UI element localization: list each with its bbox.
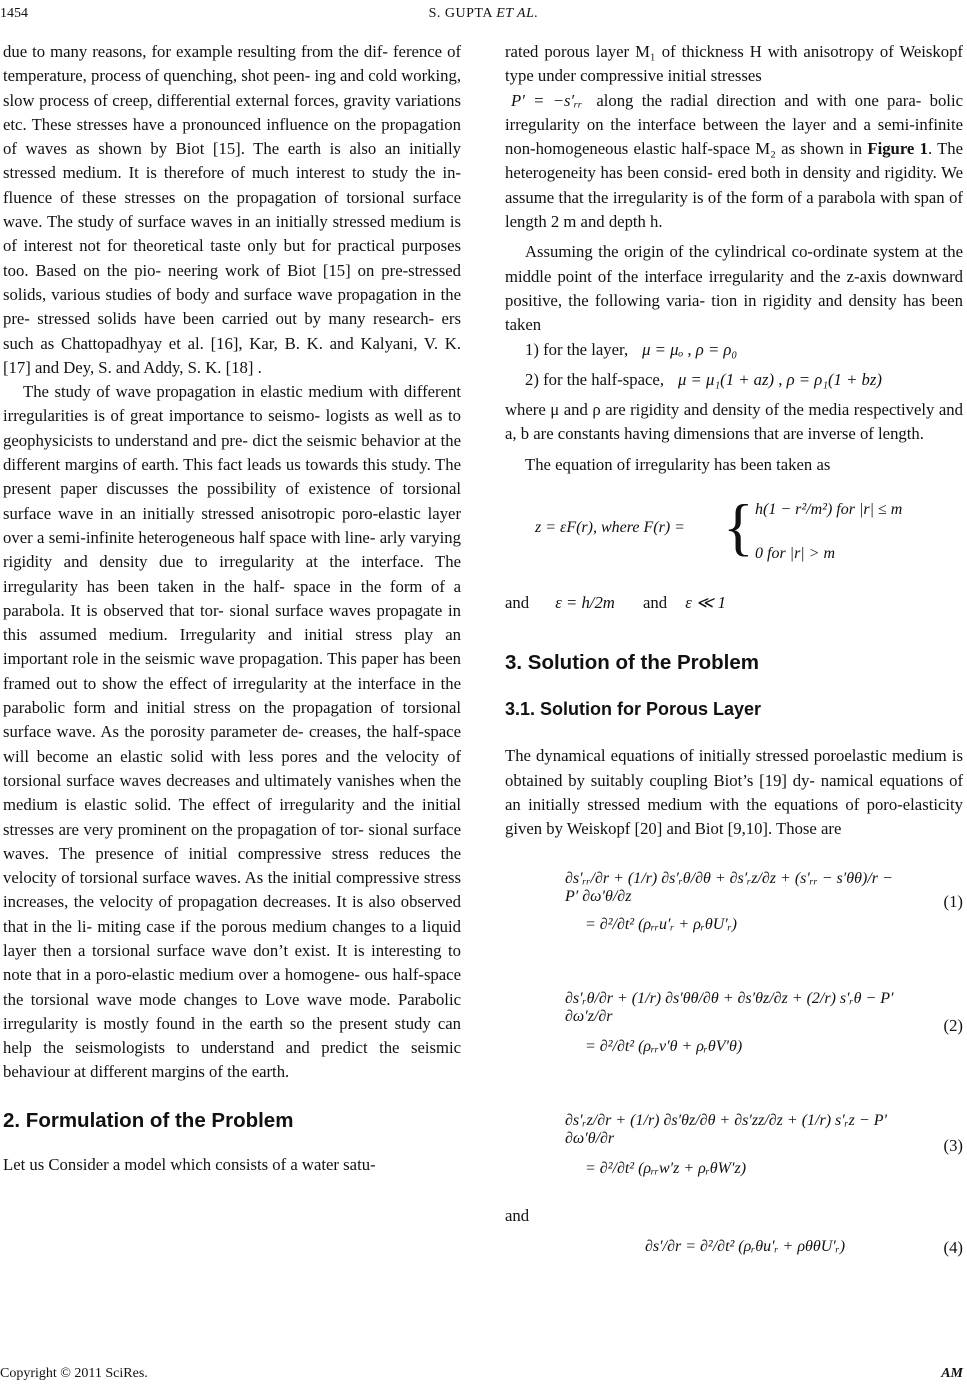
- subsection-heading-porous-layer: 3.1. Solution for Porous Layer: [505, 699, 762, 720]
- equation-1-number: (1): [943, 891, 963, 911]
- equation-2-number: (2): [943, 1015, 963, 1035]
- paragraph-stress-intro: due to many reasons, for example resulting from the dif- ference of temperature, process of quenching, shot peen- ing and cold working, slow process of creep, differential external forces, gravity variations etc. These stresses have a pronounced influence on the propagation of waves as shown by Biot [15]. The earth is also an initially stressed medium. It is therefore of much interest to study the in- fluence of these stresses on the propagation of torsional surface wave. The study of surface waves in an initially stressed medium is of interest not for theoretical taste only but for practical purposes too. Based on the pio- neering work of Biot [15] on pre-stressed solids, various studies of body and surface wave propagation in the pre- stressed solids have been carried out by many research- ers such as Chattopadhyay et al. [16], Kar, B. K. and Kalyani, V. K. [17] and Dey, S. and Addy, S. K. [18] .: [3, 42, 461, 377]
- equation-1: [505, 852, 963, 954]
- equation-epsilon: ε = h/2m: [555, 593, 615, 613]
- equation-4-number: (4): [943, 1237, 963, 1257]
- equation-1-lhs: ∂s′ᵣᵣ/∂r + (1/r) ∂s′ᵣθ/∂θ + ∂s′ᵣz/∂z + (s′ᵣᵣ − s′θθ)/r − P′ ∂ω′θ/∂z: [565, 869, 893, 905]
- journal-abbreviation: AM: [941, 1366, 963, 1381]
- page-header: [0, 6, 967, 28]
- equation-4-body: ∂s′/∂r = ∂²/∂t² (ρᵣθu′ᵣ + ρθθU′ᵣ): [645, 1237, 846, 1255]
- irregularity-case-outside: 0 for |r| > m: [755, 545, 836, 563]
- equation-irregularity: [505, 483, 963, 579]
- equation-1-rhs: = ∂²/∂t² (ρᵣᵣu′ᵣ + ρᵣθU′ᵣ): [585, 915, 738, 933]
- paragraph-model-start: Let us Consider a model which consists of a water satu-: [3, 1154, 376, 1174]
- paragraph-where: where μ and ρ are rigidity and density of the media respectively and a, b are constants having dimensions that are inverse of length.: [505, 400, 963, 444]
- equation-2-rhs: = ∂²/∂t² (ρᵣᵣv′θ + ρᵣθV′θ): [585, 1037, 743, 1055]
- list-item-half-space: 2) for the half-space, μ = μ₁(1 + az) , ρ = ρ₁(1 + bz): [505, 368, 963, 392]
- equation-3: [505, 1094, 963, 1198]
- equation-4: [505, 1230, 963, 1270]
- and-connector: and: [505, 1205, 530, 1225]
- equation-2-lhs: ∂s′ᵣθ/∂r + (1/r) ∂s′θθ/∂θ + ∂s′θz/∂z + (2/r) s′ᵣθ − P′ ∂ω′z/∂r: [565, 989, 894, 1025]
- equation-3-rhs: = ∂²/∂t² (ρᵣᵣw′z + ρᵣθW′z): [585, 1159, 747, 1177]
- section-heading-formulation: 2. Formulation of the Problem: [3, 1108, 294, 1132]
- paragraph-origin-assumption: Assuming the origin of the cylindrical co-ordinate system at the middle point of the interface irregularity and the z-axis downward positive, the following varia- tion in rigidity and density has been taken: [505, 242, 963, 335]
- figure-reference: Figure 1: [867, 139, 928, 159]
- paragraph-irregularity-intro: The equation of irregularity has been taken as: [525, 454, 831, 474]
- running-title: S. GUPTA ET AL.: [428, 6, 539, 21]
- equation-3-number: (3): [943, 1135, 963, 1155]
- paragraph-model-continued: rated porous layer M₁ of thickness H with anisotropy of Weiskopf type under compressive initial stresses P′ = −s′ᵣᵣ along the radial direction and with one para- bolic irregularity on the interface between the layer and a semi-infinite non-homogeneous elastic half-space M₂ as shown in Figure 1. The heterogeneity has been consid- ered both in density and rigidity. We assume that the irregularity is of the form of a parabola with span of length 2 m and depth h.: [505, 42, 964, 232]
- right-column: [505, 40, 963, 1270]
- equation-3-lhs: ∂s′ᵣz/∂r + (1/r) ∂s′θz/∂θ + ∂s′zz/∂z + (1/r) s′ᵣz − P′ ∂ω′θ/∂r: [565, 1111, 887, 1147]
- copyright-notice: Copyright © 2011 SciRes.: [0, 1366, 148, 1381]
- list-item-layer: 1) for the layer, μ = μₒ , ρ = ρ₀: [505, 338, 963, 362]
- equation-layer-properties: μ = μₒ , ρ = ρ₀: [642, 339, 738, 359]
- running-title-suffix: ET AL.: [496, 6, 539, 21]
- equation-2: [505, 972, 963, 1080]
- brace-icon: {: [723, 491, 754, 563]
- irregularity-lhs: z = εF(r), where F(r) =: [535, 519, 685, 537]
- left-column: [3, 40, 461, 1177]
- equation-epsilon-small: ε ≪ 1: [685, 593, 727, 613]
- paragraph-wave-study: The study of wave propagation in elastic medium with different irregularities is of great importance to seismo- logists as well as to geophysicists to understand and pre- dict the seismic behavior at the different margins of earth. This fact leads us towards this study. The present paper discusses the possibility of existence of torsional surface wave in an initially stressed anisotropic poro-elastic layer over a semi-infinite heterogeneous half space with line- arly varying rigidity and density due to irregularity at the interface. The irregularity has been taken in the half- space in the form of a parabola. It is observed that tor- sional surface waves propagate in this assumed medium. Irregularity and initial stress play an important role in the seismic wave propagation. This paper has been framed out to show the effect of irregularity at the interface in the parabolic form and initial stress on the propagation of torsional surface wave. As the porosity parameter de- creases, the half-space will become an elastic solid with less pores and the velocity of torsional surface waves decreases and ultimately vanishes when the medium is elastic solid. The effect of irregularity and the initial stresses are very prominent on the propagation of tor- sional surface waves. The presence of initial compressive stress reduces the velocity of torsional surface waves. As the initial compressive stress increases, the velocity of propagation decreases. It is also observed that in the li- miting case if the porous medium changes to a liquid layer then a torsional surface wave don’t exist. It is interesting to note that in a poro-elastic medium over a homogene- ous half-space the torsional wave mode changes to Love wave mode. Parabolic irregularity is mostly found in the earth so the present study can help the seismologists to understand and predict the seismic behaviour at different margins of the earth.: [3, 382, 461, 1082]
- epsilon-definition: and ε = h/2m and ε ≪ 1: [505, 591, 963, 615]
- equation-half-space-properties: μ = μ₁(1 + az) , ρ = ρ₁(1 + bz): [678, 369, 882, 389]
- section-heading-solution: 3. Solution of the Problem: [505, 651, 759, 675]
- inline-equation-initial-stress: P′ = −s′ᵣᵣ: [511, 90, 583, 110]
- page-number: 1454: [0, 6, 28, 21]
- paragraph-dynamical-equations: The dynamical equations of initially stressed poroelastic medium is obtained by suitably coupling Biot’s [19] dy- namical equations of an initially stressed medium with the equations of poro-elasticity given by Weiskopf [20] and Biot [9,10]. Those are: [505, 746, 963, 839]
- irregularity-case-inside: h(1 − r²/m²) for |r| ≤ m: [755, 501, 903, 519]
